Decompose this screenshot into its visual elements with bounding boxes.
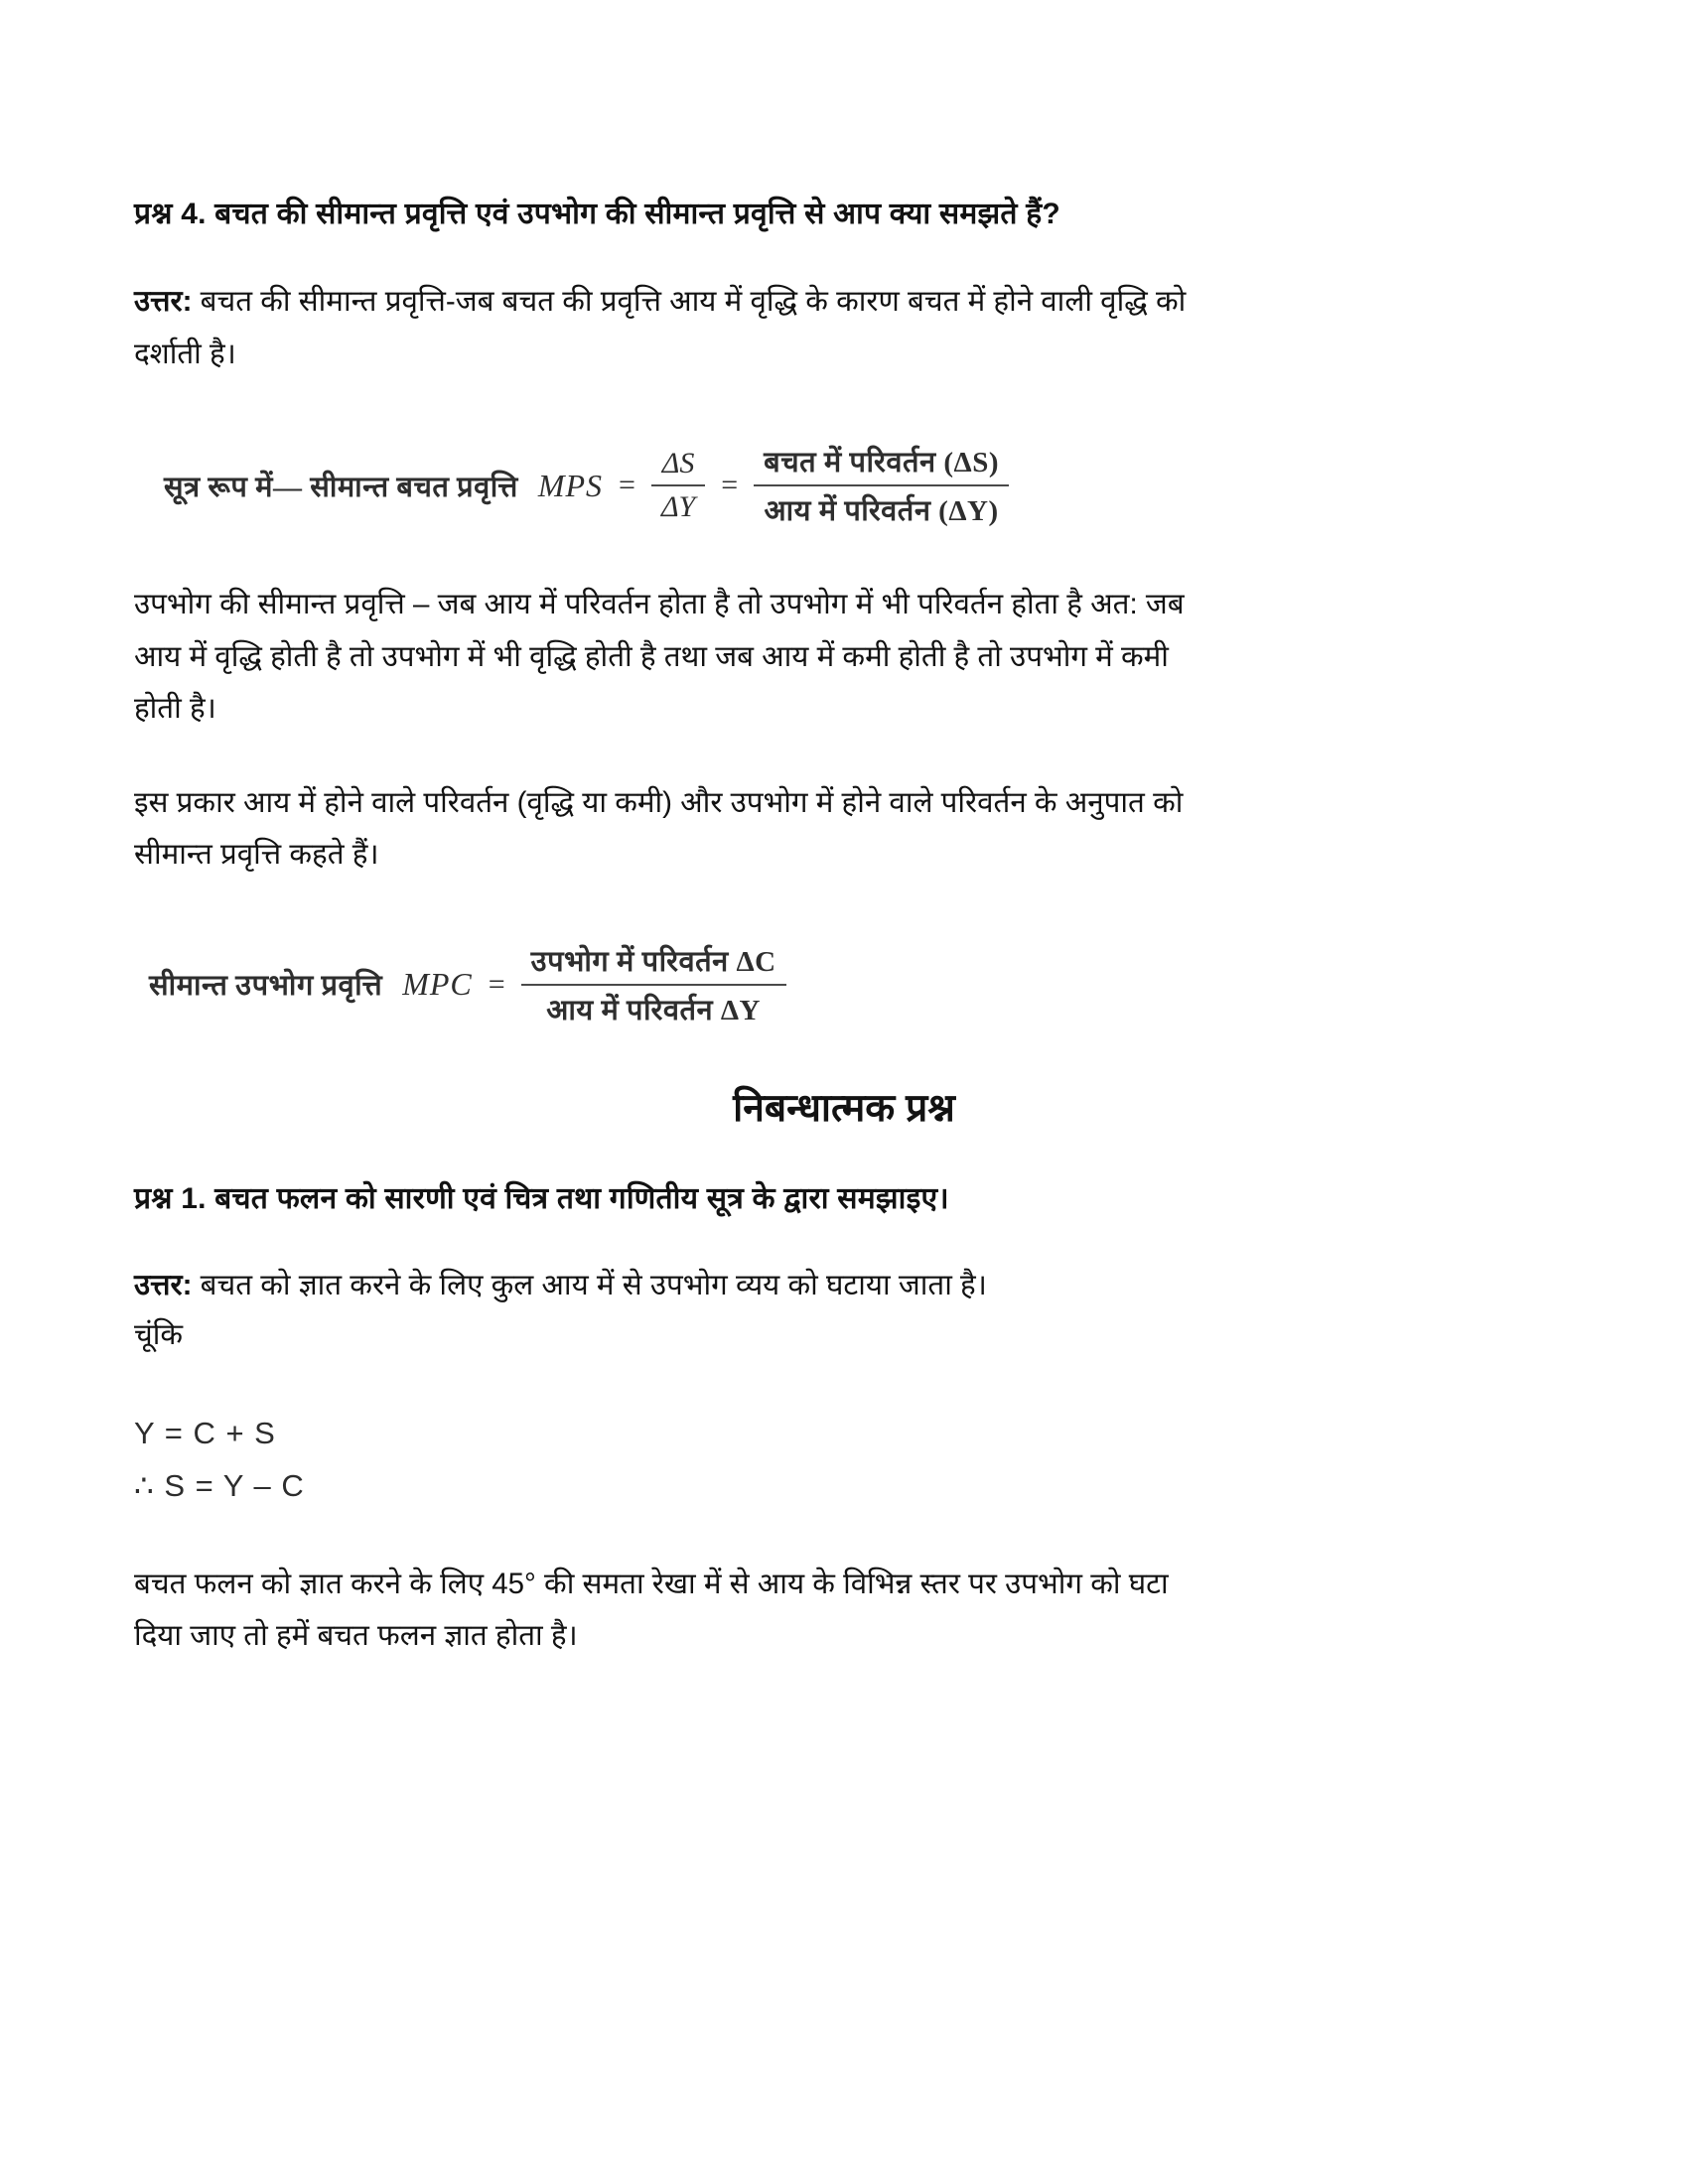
mps-formula (164, 442, 1554, 529)
paragraph-line: उपभोग की सीमान्त प्रवृत्ति – जब आय में परिवर्तन होता है तो उपभोग में भी परिवर्तन होता है अत: जब (134, 588, 1185, 620)
answer-label: उत्तर: (134, 1268, 193, 1301)
mpc-formula-prefix: सीमान्त उपभोग प्रवृत्ति (149, 970, 383, 1002)
fraction-denominator: आय में परिवर्तन ΔY (546, 994, 762, 1026)
fraction-denominator: आय में परिवर्तन (ΔY) (764, 495, 999, 527)
equation-line: ∴ S = Y – C (134, 1468, 305, 1504)
fraction-numerator: ΔS (651, 447, 705, 486)
answer-label: उत्तर: (134, 285, 193, 318)
answer-line (134, 1261, 1554, 1311)
mps-formula-prefix: सूत्र रूप में— सीमान्त बचत प्रवृत्ति (164, 471, 518, 503)
savings-equations (134, 1407, 1554, 1513)
answer-line (134, 276, 1554, 329)
mps-word-fraction (754, 442, 1009, 529)
mps-symbol: MPS (537, 467, 604, 503)
consumption-propensity-paragraph (134, 579, 1554, 736)
mps-symbol-fraction (651, 447, 705, 524)
fraction-numerator: उपभोग में परिवर्तन ΔC (521, 941, 786, 986)
paragraph-line: दिया जाए तो हमें बचत फलन ज्ञात होता है। (134, 1619, 578, 1653)
paragraph-line: सीमान्त प्रवृत्ति कहते हैं। (134, 838, 379, 871)
section-heading-essay-questions: निबन्धात्मक प्रश्न (733, 1086, 955, 1130)
closing-paragraph (134, 1559, 1554, 1663)
fraction-denominator: ΔY (660, 490, 696, 523)
question-1-heading: प्रश्न 1. बचत फलन को सारणी एवं चित्र तथा गणितीय सूत्र के द्वारा समझाइए। (134, 1181, 949, 1215)
since-word: चूंकि (134, 1318, 184, 1352)
paragraph-line: आय में वृद्धि होती है तो उपभोग में भी वृद्धि होती है तथा जब आय में कमी होती है तो उपभोग में कमी (134, 639, 1169, 673)
equals-sign: = (721, 469, 739, 501)
question-1-answer-paragraph (134, 1261, 1554, 1361)
equals-sign: = (488, 967, 505, 1001)
equation-line: Y = C + S (134, 1415, 276, 1450)
mpc-symbol: MPC (402, 966, 473, 1002)
answer-text: बचत की सीमान्त प्रवृत्ति-जब बचत की प्रवृत्ति आय में वृद्धि के कारण बचत में होने वाली वृद्धि को (192, 285, 1187, 318)
paragraph-line: बचत फलन को ज्ञात करने के लिए 45° की समता रेखा में से आय के विभिन्न स्तर पर उपभोग को घटा (134, 1567, 1169, 1600)
ratio-paragraph (134, 777, 1554, 882)
answer-line: दर्शाती है। (134, 337, 236, 370)
mpc-formula (149, 941, 1554, 1028)
mpc-word-fraction (521, 941, 786, 1028)
question-4-heading: प्रश्न 4. बचत की सीमान्त प्रवृत्ति एवं उपभोग की सीमान्त प्रवृत्ति से आप क्या समझते हैं? (134, 198, 1060, 230)
answer-text: बचत को ज्ञात करने के लिए कुल आय में से उपभोग व्यय को घटाया जाता है। (192, 1268, 987, 1301)
fraction-numerator: बचत में परिवर्तन (ΔS) (754, 442, 1009, 486)
equals-sign: = (619, 469, 635, 501)
paragraph-line: इस प्रकार आय में होने वाले परिवर्तन (वृद्धि या कमी) और उपभोग में होने वाले परिवर्तन के अनुपात को (134, 785, 1184, 819)
paragraph-line: होती है। (134, 692, 216, 725)
question-4-answer-paragraph (134, 276, 1554, 380)
